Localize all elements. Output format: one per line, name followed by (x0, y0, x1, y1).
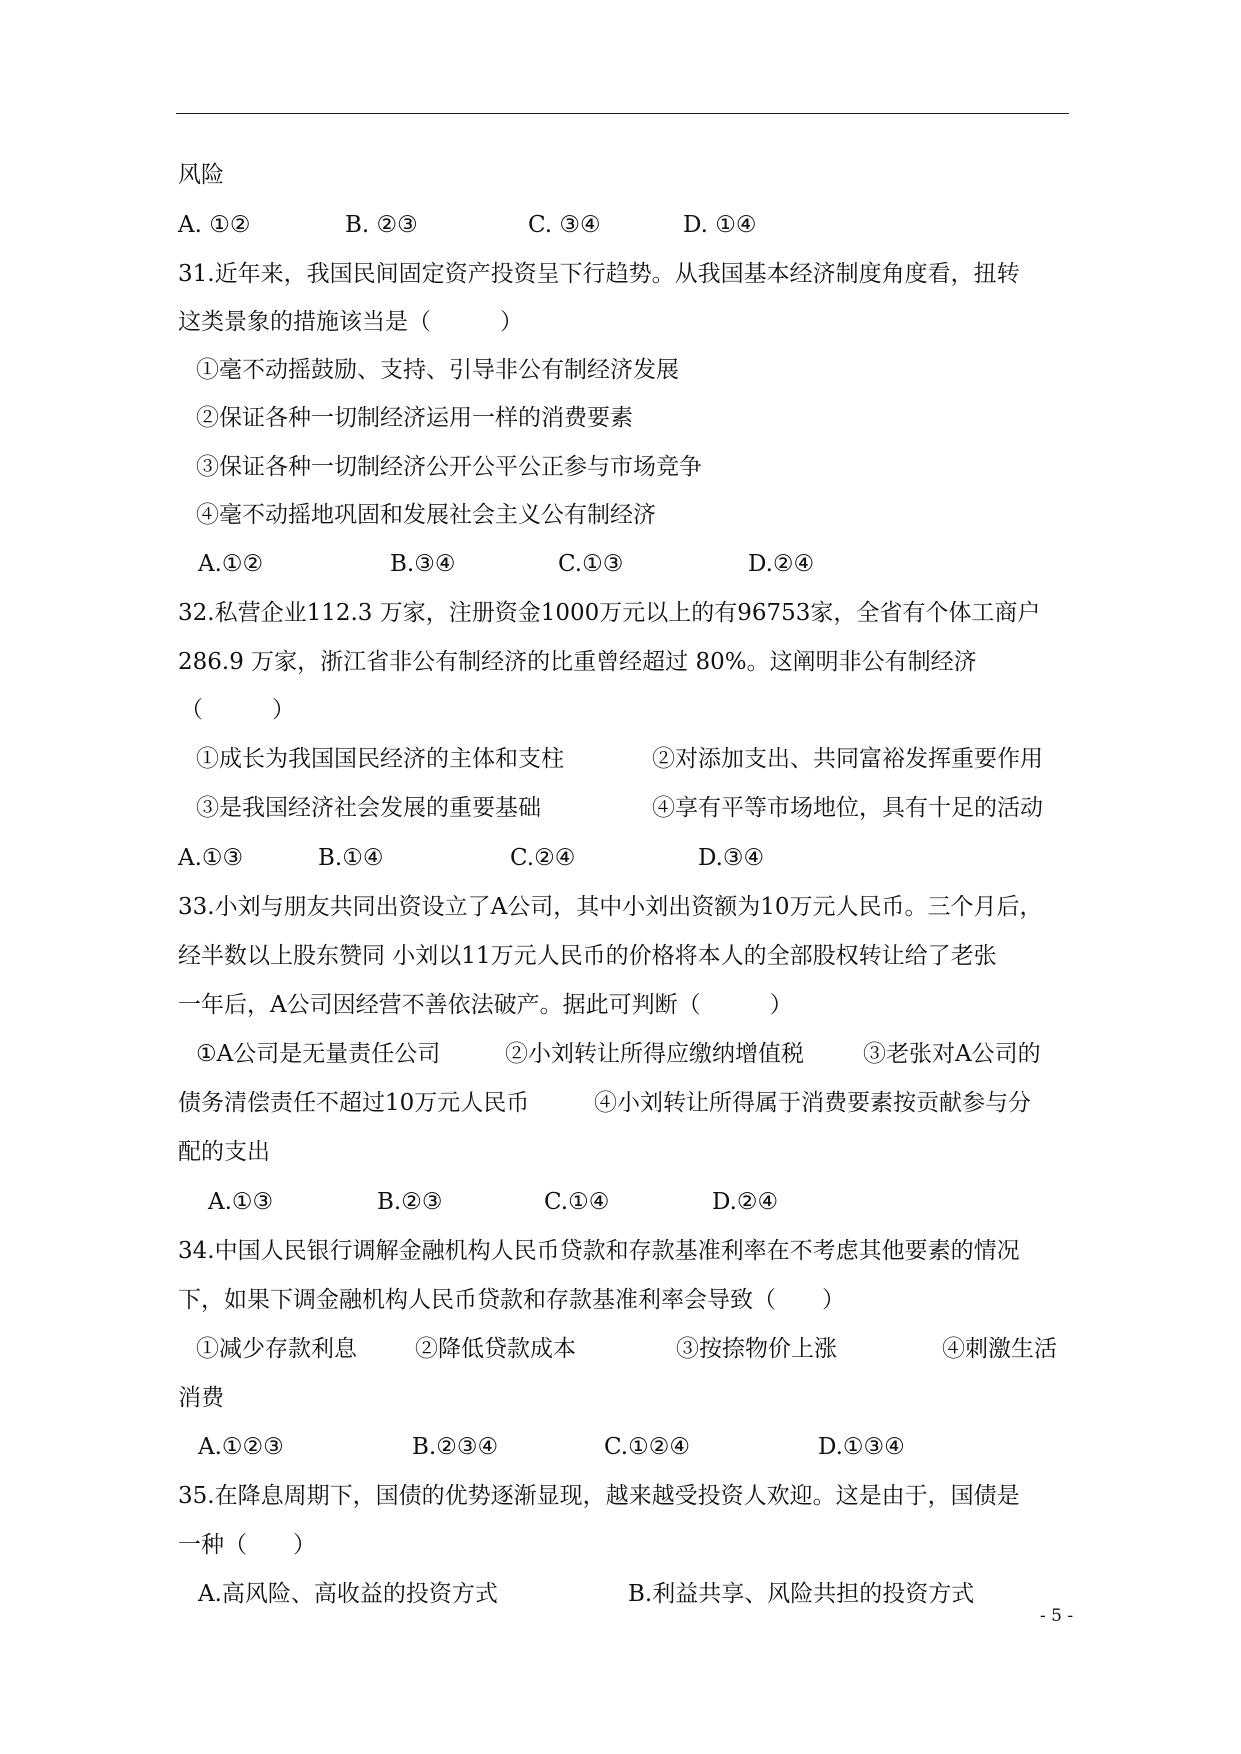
option-b: B.③④ (390, 551, 456, 577)
option-a: A.高风险、高收益的投资方式 (198, 1581, 498, 1607)
statement-continuation: 消费 (178, 1385, 224, 1411)
statement-item: ②小刘转让所得应缴纳增值税 (505, 1041, 804, 1067)
option-d: D. ①④ (683, 212, 757, 238)
option-c: C.①③ (558, 551, 624, 577)
option-c: C.①②④ (604, 1434, 690, 1460)
statement-item: ③按捺物价上涨 (676, 1336, 837, 1362)
statement-item: ④小刘转让所得属于消费要素按贡献参与分 (594, 1090, 1031, 1116)
statement-continuation: 配的支出 (178, 1139, 270, 1165)
question-text-line: 33.小刘与朋友共同出资设立了A公司，其中小刘出资额为10万元人民币。三个月后， (178, 894, 1043, 920)
option-a: A.①③ (208, 1189, 274, 1215)
question-text-line: 31.近年来，我国民间固定资产投资呈下行趋势。从我国基本经济制度角度看，扭转 (178, 261, 1020, 287)
statement-item: ③保证各种一切制经济公开公平公正参与市场竞争 (196, 454, 702, 480)
question-text-line: 34.中国人民银行调解金融机构人民币贷款和存款基准利率在不考虑其他要素的情况 (178, 1238, 1020, 1264)
statement-item: ④刺激生活 (942, 1336, 1057, 1362)
option-d: D.②④ (748, 551, 815, 577)
question-text-line: 一年后，A公司因经营不善依法破产。据此可判断（ ） (178, 992, 793, 1018)
option-b: B.②③④ (412, 1434, 499, 1460)
option-d: D.②④ (712, 1189, 779, 1215)
option-c: C. ③④ (528, 212, 601, 238)
statement-continuation: 债务清偿责任不超过10万元人民币 (178, 1090, 530, 1116)
question-text-line: 这类景象的措施该当是（ ） (178, 309, 523, 335)
statement-item: ②对添加支出、共同富裕发挥重要作用 (652, 746, 1043, 772)
option-a: A. ①② (178, 212, 251, 238)
statement-item: ①毫不动摇鼓励、支持、引导非公有制经济发展 (196, 357, 679, 383)
question-text-line: 经半数以上股东赞同 小刘以11万元人民币的价格将本人的全部股权转让给了老张 (178, 943, 997, 969)
question-text-line: 一种（ ） (178, 1532, 316, 1558)
option-b: B.①④ (318, 845, 384, 871)
question-text-line: 32.私营企业112.3 万家，注册资金1000万元以上的有96753家，全省有个体工商户 (178, 600, 1041, 626)
statement-item: ①减少存款利息 (196, 1336, 357, 1362)
option-a: A.①② (198, 551, 264, 577)
question-text-line: 下，如果下调金融机构人民币贷款和存款基准利率会导致（ ） (178, 1287, 845, 1313)
page-number: - 5 - (1040, 1606, 1074, 1626)
prev-question-continuation: 风险 (178, 162, 224, 188)
statement-item: ④毫不动摇地巩固和发展社会主义公有制经济 (196, 502, 656, 528)
statement-item: ①A公司是无量责任公司 (196, 1041, 441, 1067)
statement-item: ①成长为我国国民经济的主体和支柱 (196, 746, 564, 772)
statement-item: ③老张对A公司的 (863, 1041, 1041, 1067)
option-a: A.①③ (178, 845, 244, 871)
statement-item: ③是我国经济社会发展的重要基础 (196, 795, 541, 821)
option-b: B.利益共享、风险共担的投资方式 (628, 1581, 975, 1607)
option-d: D.③④ (698, 845, 765, 871)
header-rule (176, 113, 1069, 114)
option-a: A.①②③ (198, 1434, 284, 1460)
statement-item: ②保证各种一切制经济运用一样的消费要素 (196, 405, 633, 431)
option-b: B. ②③ (345, 212, 418, 238)
option-c: C.①④ (544, 1189, 610, 1215)
statement-item: ④享有平等市场地位，具有十足的活动 (652, 795, 1043, 821)
option-b: B.②③ (377, 1189, 443, 1215)
question-text-line: 35.在降息周期下，国债的优势逐渐显现，越来越受投资人欢迎。这是由于，国债是 (178, 1483, 1020, 1509)
statement-item: ②降低贷款成本 (415, 1336, 576, 1362)
option-c: C.②④ (510, 845, 576, 871)
answer-blank: （ ） (180, 697, 295, 723)
option-d: D.①③④ (818, 1434, 905, 1460)
question-text-line: 286.9 万家，浙江省非公有制经济的比重曾经超过 80%。这阐明非公有制经济 (178, 649, 977, 675)
